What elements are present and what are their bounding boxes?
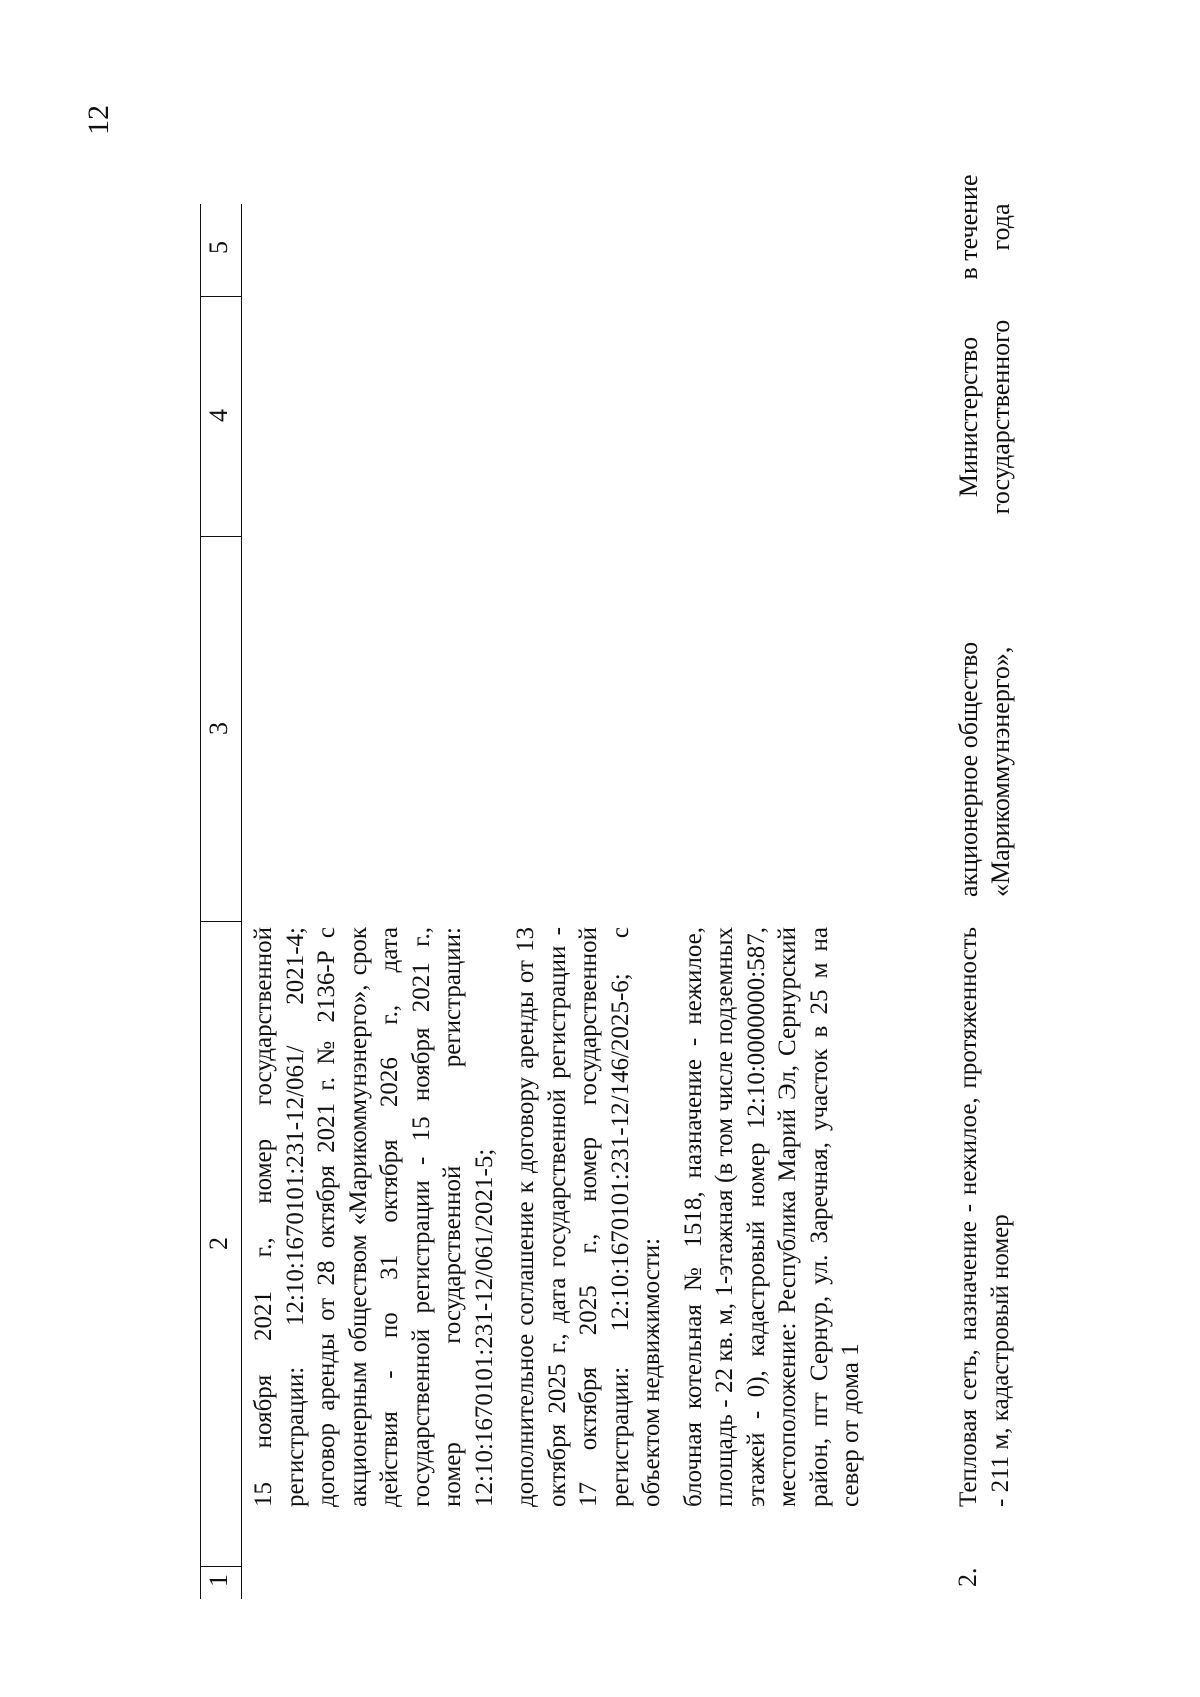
row2-deadline-line1: в течение bbox=[954, 174, 983, 280]
row2-number: 2. bbox=[953, 1567, 982, 1587]
column-divider bbox=[200, 1566, 241, 1567]
row1-paragraph-2: дополнительное соглашение к договору аренды от 13 октября 2025 г., дата государственной регистрации - 17 октября 2025 г., номер государственной регистрации: 12:10:1670101:231-12/146/2025-6; с объектом недвижимости: bbox=[512, 927, 665, 1507]
row2-owner-line1: акционерное общество bbox=[954, 641, 983, 897]
column-divider bbox=[200, 296, 241, 297]
column-divider bbox=[200, 921, 241, 922]
row2-authority bbox=[953, 317, 1017, 517]
column-divider bbox=[200, 536, 241, 537]
row1-paragraph-1: 15 ноября 2021 г., номер государственной регистрации: 12:10:1670101:231-12/061/ 2021-4; договор аренды от 28 октября 2021 г. № 2136-Р с акционерным обществом «Марикоммунэнерго», срок действия - по 31 октября 2026 г., дата государственной регистрации - 15 ноября 2021 г., номер государственной регистрации: 12:10:1670101:231-12/061/2021-5; bbox=[250, 927, 498, 1507]
column-header-5: 5 bbox=[204, 241, 233, 254]
row2-deadline bbox=[953, 167, 1017, 287]
table-header-bottom-border bbox=[241, 204, 242, 1599]
row2-authority-line2: государственного bbox=[986, 319, 1015, 515]
row1-paragraph-3: блочная котельная № 1518, назначение - нежилое, площадь - 22 кв. м, 1-этажная (в том числе подземных этажей - 0), кадастровый номер 12:10:0000000:587, местоположение: Республика Марий Эл, Сернурский район, пгт Сернур, ул. Заречная, участок в 25 м на север от дома 1 bbox=[679, 927, 864, 1507]
row2-authority-line1: Министерство bbox=[954, 336, 983, 498]
column-header-3: 3 bbox=[204, 722, 233, 735]
column-header-2: 2 bbox=[204, 1237, 233, 1250]
column-header-4: 4 bbox=[204, 409, 233, 422]
row2-description: Тепловая сеть, назначение - нежилое, протяженность - 211 м, кадастровый номер bbox=[955, 927, 1014, 1507]
row2-owner bbox=[953, 642, 1017, 897]
page-number: 12 bbox=[82, 105, 115, 135]
column-header-1: 1 bbox=[204, 1574, 233, 1587]
row2-owner-line2: «Марикоммунэнерго», bbox=[986, 646, 1015, 897]
table-top-border bbox=[200, 204, 201, 1599]
row1-description bbox=[248, 927, 877, 1507]
row2-deadline-line2: года bbox=[986, 203, 1015, 251]
